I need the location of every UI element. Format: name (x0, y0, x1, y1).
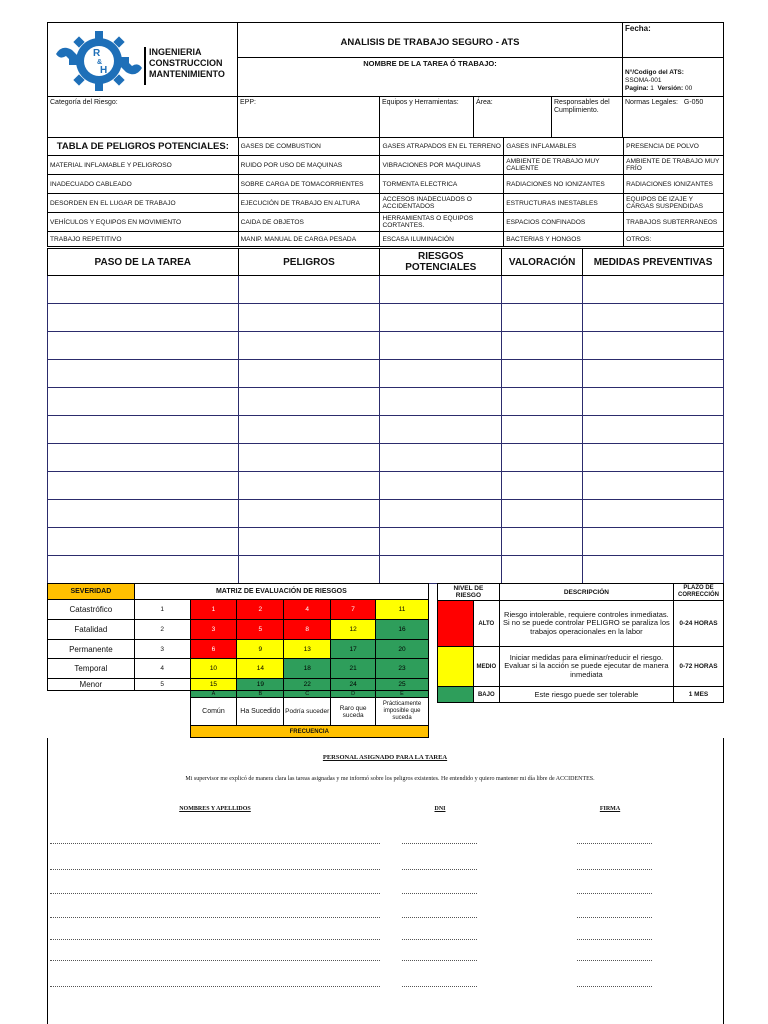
freq-footer: FRECUENCIA (190, 726, 429, 738)
name-line[interactable] (50, 869, 380, 870)
freq-label: Podría suceder (284, 698, 331, 726)
step-cell[interactable] (48, 472, 239, 500)
measure-cell[interactable] (583, 528, 724, 556)
valuation-cell[interactable] (502, 304, 583, 332)
hazard-item: TORMENTA ELECTRICA (380, 175, 504, 194)
hazard-cell[interactable] (238, 360, 380, 388)
step-row[interactable] (48, 360, 724, 388)
risk-cell[interactable] (380, 416, 502, 444)
valuation-cell[interactable] (502, 360, 583, 388)
risk-cell[interactable] (380, 500, 502, 528)
valuation-cell[interactable] (502, 332, 583, 360)
hazard-item: PRESENCIA DE POLVO (624, 138, 724, 156)
hazard-item: RADIACIONES IONIZANTES (624, 175, 724, 194)
freq-letter: C (284, 691, 331, 698)
description-header: DESCRIPCIÓN (499, 584, 673, 601)
step-row[interactable] (48, 416, 724, 444)
company-line-1: INGENIERIA (149, 47, 202, 57)
hazard-item: TRABAJOS SUBTERRANEOS (624, 213, 724, 232)
legal-label: Normas Legales: (625, 99, 678, 106)
matrix-row (48, 600, 429, 620)
company-line-2: CONSTRUCCION (149, 58, 223, 68)
hazard-item: INADECUADO CABLEADO (48, 175, 239, 194)
freq-letter: B (237, 691, 284, 698)
level-swatch (438, 647, 474, 687)
company-line-3: MANTENIMIENTO (149, 69, 225, 79)
matrix-cell: 9 (237, 640, 284, 659)
matrix-cell: 25 (376, 679, 429, 691)
step-cell[interactable] (48, 304, 239, 332)
matrix-cell: 5 (237, 620, 284, 640)
measure-cell[interactable] (583, 472, 724, 500)
risk-category-field[interactable]: Categoría del Riesgo: (47, 96, 238, 138)
step-row[interactable] (48, 332, 724, 360)
freq-letter-row (48, 691, 429, 698)
dni-line[interactable] (402, 986, 477, 987)
matrix-cell: 14 (237, 659, 284, 679)
risk-cell[interactable] (380, 472, 502, 500)
date-label: Fecha: (625, 24, 651, 33)
hazard-item: ESPACIOS CONFINADOS (504, 213, 624, 232)
valuation-cell[interactable] (502, 556, 583, 584)
level-term: 1 MES (674, 687, 724, 703)
step-row[interactable] (48, 388, 724, 416)
hazard-row (48, 175, 724, 194)
risk-cell[interactable] (380, 388, 502, 416)
matrix-cell: 23 (376, 659, 429, 679)
hazard-cell[interactable] (238, 528, 380, 556)
freq-label: Común (190, 698, 237, 726)
measure-cell[interactable] (583, 360, 724, 388)
level-description: Este riesgo puede ser tolerable (499, 687, 673, 703)
hazard-item: ACCESOS INADECUADOS O ACCIDENTADOS (380, 194, 504, 213)
level-row-bajo (438, 687, 724, 703)
logo-letter-amp: & (97, 59, 103, 66)
hazard-item: EQUIPOS DE IZAJE Y CARGAS SUSPENDIDAS (624, 194, 724, 213)
col-dni-header: DNI (434, 806, 446, 812)
matrix-cell: 18 (284, 659, 331, 679)
freq-label: Raro que suceda (331, 698, 376, 726)
valuation-cell[interactable] (502, 388, 583, 416)
hazard-item: EJECUCIÓN DE TRABAJO EN ALTURA (238, 194, 380, 213)
measure-cell[interactable] (583, 416, 724, 444)
area-field[interactable]: Área: (473, 96, 552, 138)
hazard-cell[interactable] (238, 444, 380, 472)
page-version (625, 85, 721, 93)
signature-line[interactable] (577, 960, 652, 961)
dni-line[interactable] (402, 917, 477, 918)
step-cell[interactable] (48, 416, 239, 444)
name-line[interactable] (50, 939, 380, 940)
level-swatch (438, 687, 474, 703)
responsible-field[interactable]: Responsables del Cumplimiento. (551, 96, 623, 138)
hazard-cell[interactable] (238, 304, 380, 332)
freq-label: Prácticamente imposible que suceda (376, 698, 429, 726)
hazard-row (48, 194, 724, 213)
freq-letter: D (331, 691, 376, 698)
matrix-cell: 7 (331, 600, 376, 620)
col-header-step: PASO DE LA TAREA (48, 249, 239, 276)
freq-letter: A (190, 691, 237, 698)
step-cell[interactable] (48, 388, 239, 416)
dni-line[interactable] (402, 893, 477, 894)
matrix-row (48, 620, 429, 640)
steps-header-row (48, 249, 724, 276)
matrix-header-row (48, 584, 429, 600)
measure-cell[interactable] (583, 444, 724, 472)
step-row[interactable] (48, 444, 724, 472)
risk-cell[interactable] (380, 360, 502, 388)
task-name-cell[interactable] (237, 57, 623, 97)
risk-matrix (47, 583, 429, 738)
step-cell[interactable] (48, 500, 239, 528)
name-line[interactable] (50, 843, 380, 844)
level-swatch (438, 601, 474, 647)
risk-cell[interactable] (380, 276, 502, 304)
freq-footer-row (48, 726, 429, 738)
company-name (144, 47, 238, 85)
matrix-header: MATRIZ DE EVALUACIÓN DE RIESGOS (134, 584, 428, 600)
signature-line[interactable] (577, 939, 652, 940)
hazard-item: ESTRUCTURAS INESTABLES (504, 194, 624, 213)
title-cell (237, 22, 623, 58)
matrix-cell: 1 (190, 600, 237, 620)
col-sign-header: FIRMA (599, 806, 621, 812)
hazard-cell[interactable] (238, 388, 380, 416)
matrix-cell: 22 (284, 679, 331, 691)
hazards-title: TABLA DE PELIGROS POTENCIALES: (48, 138, 239, 156)
hazard-item: SOBRE CARGA DE TOMACORRIENTES (238, 175, 380, 194)
hazard-cell[interactable] (238, 332, 380, 360)
severity-label: Catastrófico (48, 600, 135, 620)
legal-value: G-050 (683, 99, 704, 106)
version-label: Versión: (657, 85, 684, 92)
risk-cell[interactable] (380, 528, 502, 556)
levels-header-row (438, 584, 724, 601)
step-row[interactable] (48, 528, 724, 556)
risk-cell[interactable] (380, 444, 502, 472)
level-row-medio (438, 647, 724, 687)
severity-label: Menor (48, 679, 135, 691)
personnel-title: PERSONAL ASIGNADO PARA LA TAREA (322, 754, 448, 761)
step-cell[interactable] (48, 276, 239, 304)
document-title: ANALISIS DE TRABAJO SEGURO - ATS (340, 37, 520, 48)
matrix-cell: 8 (284, 620, 331, 640)
severity-label: Temporal (48, 659, 135, 679)
step-cell[interactable] (48, 332, 239, 360)
hazard-row (48, 156, 724, 175)
matrix-cell: 6 (190, 640, 237, 659)
code-value: SSOMA-001 (625, 77, 662, 84)
level-description: Riesgo intolerable, requiere controles inmediatas. Si no se puede controlar PELIGRO se paraliza los trabajos operacionales en la labor (499, 601, 673, 647)
code-cell (622, 57, 724, 97)
risk-cell[interactable] (380, 304, 502, 332)
page-left-border (47, 738, 48, 1024)
measure-cell[interactable] (583, 332, 724, 360)
step-cell[interactable] (48, 444, 239, 472)
matrix-row (48, 679, 429, 691)
measure-cell[interactable] (583, 388, 724, 416)
col-header-measures: MEDIDAS PREVENTIVAS (583, 249, 724, 276)
dni-line[interactable] (402, 960, 477, 961)
legal-field (622, 96, 724, 138)
step-row[interactable] (48, 304, 724, 332)
hazard-item: VEHÍCULOS Y EQUIPOS EN MOVIMIENTO (48, 213, 239, 232)
hazard-cell[interactable] (238, 276, 380, 304)
version-value: 00 (685, 85, 693, 92)
hazard-item: GASES INFLAMABLES (504, 138, 624, 156)
hazard-row (48, 138, 724, 156)
matrix-cell: 2 (237, 600, 284, 620)
matrix-cell: 3 (190, 620, 237, 640)
hazard-item: RUIDO POR USO DE MAQUINAS (238, 156, 380, 175)
step-cell[interactable] (48, 528, 239, 556)
dni-line[interactable] (402, 843, 477, 844)
level-header: NIVEL DE RIESGO (438, 584, 500, 601)
severity-num: 5 (134, 679, 190, 691)
measure-cell[interactable] (583, 500, 724, 528)
level-name: ALTO (473, 601, 499, 647)
hazard-item: GASES DE COMBUSTION (238, 138, 380, 156)
hazard-item: BACTERIAS Y HONGOS (504, 232, 624, 247)
signature-line[interactable] (577, 986, 652, 987)
matrix-cell: 13 (284, 640, 331, 659)
task-steps-table (47, 248, 724, 584)
level-row-alto (438, 601, 724, 647)
risk-cell[interactable] (380, 556, 502, 584)
matrix-cell: 11 (376, 600, 429, 620)
hazard-item: ESCASA ILUMINACIÓN (380, 232, 504, 247)
severity-num: 3 (134, 640, 190, 659)
col-header-valuation: VALORACIÓN (502, 249, 583, 276)
severity-label: Fatalidad (48, 620, 135, 640)
hazard-item: GASES ATRAPADOS EN EL TERRENO (380, 138, 504, 156)
matrix-cell: 24 (331, 679, 376, 691)
col-header-hazards: PELIGROS (238, 249, 380, 276)
personnel-statement: Mi supervisor me explicó de manera clara las tareas asignadas y me informó sobre los peligros existentes. He entendido y quiero mantener mi día libre de ACCIDENTES. (185, 776, 595, 782)
signature-line[interactable] (577, 893, 652, 894)
name-line[interactable] (50, 986, 380, 987)
valuation-cell[interactable] (502, 528, 583, 556)
page-label: Pagina: (625, 85, 649, 92)
logo-letter-r: R (93, 48, 101, 59)
hazard-row (48, 213, 724, 232)
step-row[interactable] (48, 472, 724, 500)
level-description: Iniciar medidas para eliminar/reducir el riesgo. Evaluar si la acción se puede ejecutar de manera inmediata (499, 647, 673, 687)
hazard-cell[interactable] (238, 556, 380, 584)
epp-field[interactable]: EPP: (237, 96, 380, 138)
hazard-cell[interactable] (238, 500, 380, 528)
severity-num: 2 (134, 620, 190, 640)
level-term: 0-72 HORAS (674, 647, 724, 687)
measure-cell[interactable] (583, 304, 724, 332)
matrix-cell: 17 (331, 640, 376, 659)
col-header-risks: RIESGOS POTENCIALES (380, 249, 502, 276)
hazard-item: DESORDEN EN EL LUGAR DE TRABAJO (48, 194, 239, 213)
valuation-cell[interactable] (502, 472, 583, 500)
hazard-cell[interactable] (238, 416, 380, 444)
level-name: BAJO (473, 687, 499, 703)
freq-label: Ha Sucedido (237, 698, 284, 726)
hazard-item: VIBRACIONES POR MAQUINAS (380, 156, 504, 175)
matrix-cell: 4 (284, 600, 331, 620)
date-cell[interactable] (622, 22, 724, 58)
dni-line[interactable] (402, 869, 477, 870)
hazard-item: MATERIAL INFLAMABLE Y PELIGROSO (48, 156, 239, 175)
dni-line[interactable] (402, 939, 477, 940)
hazard-item: HERRAMIENTAS O EQUIPOS CORTANTES. (380, 213, 504, 232)
hazards-table (47, 137, 724, 247)
risk-levels-table (437, 583, 724, 703)
step-row[interactable] (48, 500, 724, 528)
freq-letter: E (376, 691, 429, 698)
task-name-label: NOMBRE DE LA TAREA Ó TRABAJO: (363, 59, 497, 68)
step-row[interactable] (48, 276, 724, 304)
valuation-cell[interactable] (502, 500, 583, 528)
hazard-item: MANIP. MANUAL DE CARGA PESADA (238, 232, 380, 247)
valuation-cell[interactable] (502, 416, 583, 444)
freq-label-row (48, 698, 429, 726)
matrix-cell: 15 (190, 679, 237, 691)
measure-cell[interactable] (583, 556, 724, 584)
name-line[interactable] (50, 960, 380, 961)
matrix-cell: 12 (331, 620, 376, 640)
matrix-row (48, 659, 429, 679)
hazard-item: CAIDA DE OBJETOS (238, 213, 380, 232)
matrix-cell: 20 (376, 640, 429, 659)
logo-letter-h: H (100, 65, 108, 76)
name-line[interactable] (50, 917, 380, 918)
equipment-field[interactable]: Equipos y Herramientas: (379, 96, 474, 138)
col-names-header: NOMBRES Y APELLIDOS (179, 806, 251, 812)
term-header: PLAZO DE CORRECCIÓN (674, 584, 724, 601)
name-line[interactable] (50, 893, 380, 894)
level-name: MEDIO (473, 647, 499, 687)
logo-cell (47, 22, 238, 97)
step-row[interactable] (48, 556, 724, 584)
hazard-item: RADIACIONES NO IONIZANTES (504, 175, 624, 194)
risk-cell[interactable] (380, 332, 502, 360)
hazard-cell[interactable] (238, 472, 380, 500)
hazard-row (48, 232, 724, 247)
signature-line[interactable] (577, 869, 652, 870)
signature-line[interactable] (577, 917, 652, 918)
matrix-cell: 10 (190, 659, 237, 679)
matrix-cell: 19 (237, 679, 284, 691)
level-term: 0-24 HORAS (674, 601, 724, 647)
hazard-item: OTROS: (624, 232, 724, 247)
severity-header: SEVERIDAD (48, 584, 135, 600)
code-label: N°/Codigo del ATS: (625, 69, 684, 76)
matrix-cell: 16 (376, 620, 429, 640)
hazard-item: AMBIENTE DE TRABAJO MUY FRÍO (624, 156, 724, 175)
severity-num: 1 (134, 600, 190, 620)
severity-label: Permanente (48, 640, 135, 659)
page-right-border (723, 738, 724, 1024)
matrix-row (48, 640, 429, 659)
signature-line[interactable] (577, 843, 652, 844)
valuation-cell[interactable] (502, 444, 583, 472)
step-cell[interactable] (48, 556, 239, 584)
company-logo-icon (54, 26, 144, 96)
measure-cell[interactable] (583, 276, 724, 304)
hazard-item: TRABAJO REPETITIVO (48, 232, 239, 247)
step-cell[interactable] (48, 360, 239, 388)
page-value: 1 (650, 85, 654, 92)
matrix-cell: 21 (331, 659, 376, 679)
valuation-cell[interactable] (502, 276, 583, 304)
hazard-item: AMBIENTE DE TRABAJO MUY CALIENTE (504, 156, 624, 175)
severity-num: 4 (134, 659, 190, 679)
